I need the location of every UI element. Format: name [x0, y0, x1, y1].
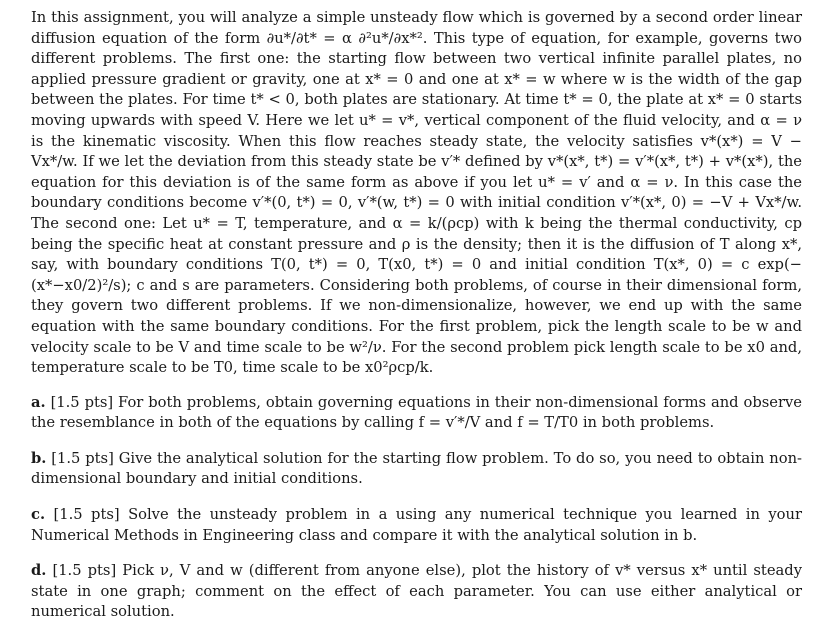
part-d [31, 561, 802, 623]
part-b [31, 449, 802, 490]
part-b-label: b. [31, 449, 47, 467]
part-a-text: [1.5 pts] For both problems, obtain governing equations in their non-dimensional forms and observe the resemblance in both of the equations by calling f = v′*/V and f = T/T0 in both problems. [31, 393, 802, 432]
part-c-text: [1.5 pts] Solve the unsteady problem in a using any numerical technique you learned in your Numerical Methods in Engineering class and compare it with the analytical solution in b. [31, 506, 802, 544]
part-b-text: [1.5 pts] Give the analytical solution for the starting flow problem. To do so, you need to obtain non-dimensional boundary and initial conditions. [31, 449, 803, 488]
part-c-label: c. [31, 506, 46, 524]
part-a-label: a. [31, 393, 46, 411]
intro-paragraph: In this assignment, you will analyze a simple unsteady flow which is governed by a second order linear diffusion equation of the form ∂u*/∂t* = α ∂²u*/∂x*². This type of equation, for example, governs two different problems. The first one: the starting flow between two vertical infinite parallel plates, no applied pressure gradient or gravity, one at x* = 0 and one at x* = w where w is the width of the gap between the plates. For time t* < 0, both plates are stationary. At time t* = 0, the plate at x* = 0 starts moving upwards with speed V. Here we let u* = v*, vertical component of the fluid velocity, and α = ν is the kinematic viscosity. When this flow reaches steady state, the velocity satisfies v*(x*) = V − Vx*/w. If we let the deviation from this steady state be v′* defined by v*(x*, t*) = v′*(x*, t*) + v*(x*), the equation for this deviation is of the same form as above if you let u* = v′ and α = ν. In this case the boundary conditions become v′*(0, t*) = 0, v′*(w, t*) = 0 with initial condition v′*(x*, 0) = −V + Vx*/w. The second one: Let u* = T, temperature, and α = k/(ρcp) with k being the thermal conductivity, cp being the specific heat at constant pressure and ρ is the density; then it is the diffusion of T along x*, say, with boundary conditions T(0, t*) = 0, T(x0, t*) = 0 and initial condition T(x*, 0) = c exp(−(x*−x0/2)²/s); c and s are parameters. Considering both problems, of course in their dimensional form, they govern two different problems. If we non-dimensionalize, however, we end up with the same equation with the same boundary conditions. For the first problem, pick the length scale to be w and velocity scale to be V and time scale to be w²/ν. For the second problem pick length scale to be x0 and, temperature scale to be T0, time scale to be x0²ρcp/k. [31, 9, 802, 377]
part-d-label: d. [31, 562, 47, 580]
part-c [31, 505, 802, 546]
part-d-text: [1.5 pts] Pick ν, V and w (different from anyone else), plot the history of v* versus x* until steady state in one graph; comment on the effect of each parameter. You can use either analytical or numerical solution. [31, 562, 802, 621]
part-a [31, 393, 802, 434]
